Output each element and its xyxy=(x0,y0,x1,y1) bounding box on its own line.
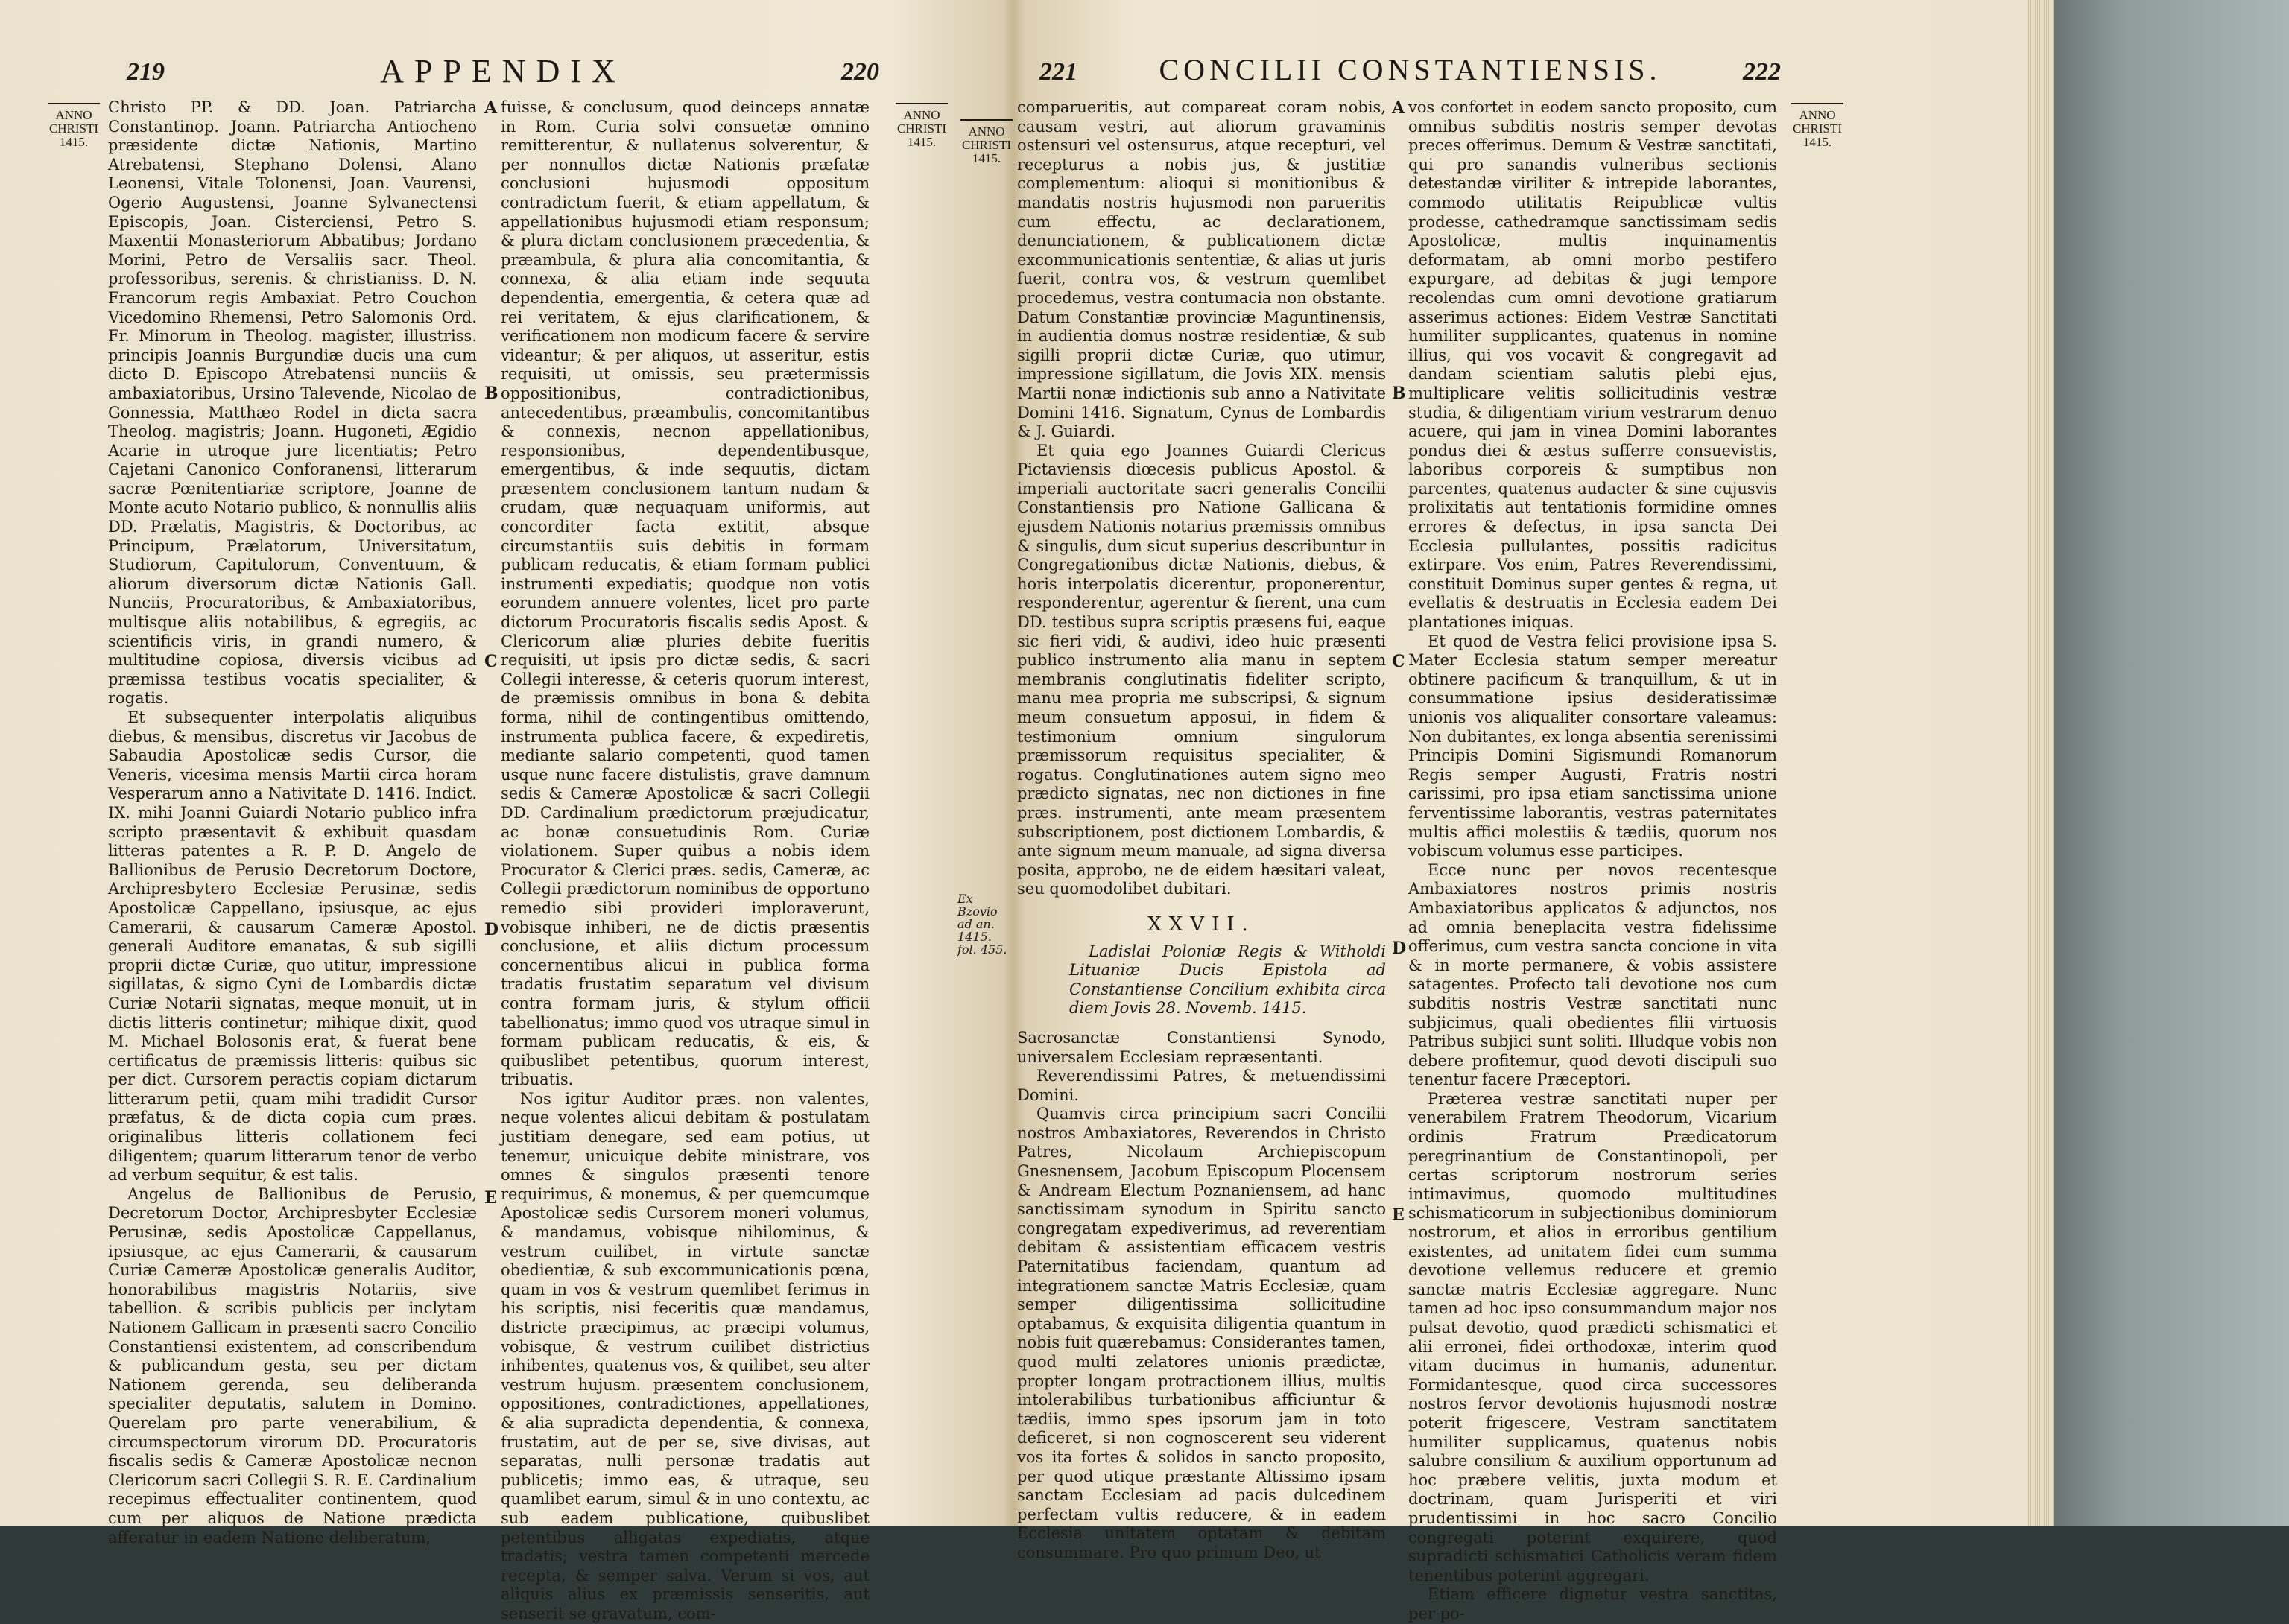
paragraph: Reverendissimi Patres, & metuendissimi Domini. xyxy=(1017,1067,1386,1104)
left-running-head xyxy=(127,52,879,97)
margin-year-note: ANNO CHRISTI 1415. xyxy=(1788,103,1846,149)
section-letter: C xyxy=(1392,652,1405,671)
paragraph: Etiam efficere dignetur vestra sanctitas, per po- xyxy=(1408,1585,1777,1623)
section-letter: A xyxy=(1392,98,1405,118)
section-letter: D xyxy=(1392,939,1407,958)
section-letter: A xyxy=(484,98,498,118)
paragraph: Ecce nunc per novos recentesque Ambaxiatores nostros primis nostris Ambaxiatoribus applicatos & adjunctos, nos ad omnia beneplacita vestra fidelissime offerimus, cum vestra sancta concione in vita & in morte permanere, & vobis assistere satagentes. Profecto tali devotione nos cum subditis nostris Vestræ sanctitati nunc subjicimus, quali obedientes filii virtuosis Patribus subjici sunt soliti. Illudque vobis non debere profitemur, quod devoti discipuli suo tenentur facere Præceptori. xyxy=(1408,860,1777,1089)
section-title: Ladislai Poloniæ Regis & Witholdi Lituaniæ Ducis Epistola ad Constantiense Concilium exhibita circa diem Jovis 28. Novemb. 1415. xyxy=(1069,942,1386,1018)
margin-year-note: ANNO CHRISTI 1415. xyxy=(893,103,951,149)
running-title: CONCILII CONSTANTIENSIS. xyxy=(1159,53,1662,86)
section-number: XXVII. xyxy=(1147,913,1256,936)
text-column-2 xyxy=(1408,98,1777,1623)
right-running-head xyxy=(1039,52,1781,97)
text-column-1 xyxy=(108,98,477,1547)
text-column-1 xyxy=(1017,98,1386,1561)
margin-year-note: ANNO CHRISTI 1415. xyxy=(957,119,1016,165)
page-number: 220 xyxy=(841,58,879,86)
right-page xyxy=(957,52,1848,1623)
section-letter: B xyxy=(484,384,498,403)
source-note: Ex Bzovio ad an. 1415. fol. 455. xyxy=(957,892,1007,957)
paragraph: comparueritis, aut compareat coram nobis, causam vestri, aut aliorum gravaminis ostensuri vel ostensurus, atque recepturi, vel recepturus a nobis jus, & justitiæ complementum: alioqui si monitionibus & mandatis nostris hujusmodi non parueritis cum effectu, ac declarationem, denunciationem, & publicationem dictæ excommunicationis sententiæ, & alias ut juris fuerit, contra vos, & vestrum quemlibet procedemus, vestra contumacia non obstante. Datum Constantiæ provinciæ Maguntinensis, in audientia domus nostræ residentiæ, & sub sigilli proprii dictæ Curiæ, quo utimur, impressione sigillatum, die Jovis XIX. mensis Martii nonæ indictionis sub anno a Nativitate Domini 1416. Signatum, Cynus de Lombardis & J. Guiardi. xyxy=(1017,98,1386,441)
paragraph: Et quod de Vestra felici provisione ipsa S. Mater Ecclesia statum semper mereatur obtinere pacificum & tranquillum, & ut in consummatione ipsius desideratissimæ unionis vos aliqualiter consortare valeamus: Non dubitantes, ex longa absentia serenissimi Principis Domini Sigismundi Romanorum Regis semper Augusti, Fratris nostri carissimi, pro ipsa etiam sanctissima unione ferventissime laborantis, vestras paternitates multis affici molestiis & tædiis, quorum nos vobiscum volumus esse participes. xyxy=(1408,632,1777,860)
paragraph: fuisse, & conclusum, quod deinceps annatæ in Rom. Curia solvi consuetæ omnino remitterentur, & nullatenus solverentur, & per nonnullos dictæ Nationis præfatæ conclusioni hujusmodi oppositum contradictum fuerit, & etiam appellatum, & appellationibus hujusmodi etiam responsum; & plura dictam conclusionem præcedentia, & præambula, & plura alia concomitantia, & connexa, & alia etiam inde sequuta dependentia, emergentia, & cetera quæ ad rei veritatem, & ejus clarificationem, & verificationem non modicum facere & servire videantur; & per aliquos, ut asseritur, estis requisiti, ut omissis, seu prætermissis oppositionibus, contradictionibus, antecedentibus, præambulis, concomitantibus & connexis, necnon appellationibus, responsionibus, dependentibusque, emergentibus, & inde sequutis, dictam præsentem conclusionem tantum nudam & crudam, quæ nequaquam uniformis, aut concorditer facta extitit, absque circumstantiis suis debitis in formam publicam reducatis, & etiam formam publici instrumenti expediatis; quodque non votis eorundem annuere volentes, licet pro parte dictorum Procuratoris fiscalis sedis Apost. & Clericorum aliæ pluries debite fueritis requisiti, ut ipsis pro dictæ sedis, & sacri Collegii interesse, & ceteris quorum interest, de præmissis omnibus in bona & debita forma, nihil de contingentibus omittendo, instrumenta publica facere, & expediretis, mediante salario competenti, quod tamen usque nunc facere distulistis, grave damnum sedis & Cameræ Apostolicæ & sacri Collegii DD. Cardinalium prædictorum præjudicatur, ac bonæ consuetudinis Rom. Curiæ violationem. Super quibus a nobis idem Procurator & Clerici præs. sedis, Cameræ, ac Collegii prædictorum nominibus de opportuno remedio sibi provideri implorаverunt, vobisque inhiberi, ne de dictis præsentis conclusione, et aliis dictum processum concernentibus alicui in publica forma tradatis frustatim separatum vel divisum contra formam juris, & stylum officii tabellionatus; immo quod vos utraque simul in formam publicam reducatis, & eis, & quibuslibet petentibus, quorum interest, tribuatis. xyxy=(501,98,870,1089)
page-number: 222 xyxy=(1743,58,1781,86)
section-letter: C xyxy=(484,652,498,671)
paragraph: Sacrosanctæ Constantiensi Synodo, universalem Ecclesiam repræsentanti. xyxy=(1017,1028,1386,1066)
paragraph: Et subsequenter interpolatis aliquibus diebus, & mensibus, discretus vir Jacobus de Sabaudia Apostolicæ sedis Cursor, die Veneris, vicesima mensis Martii circa horam Vesperarum anno a Nativitate D. 1416. Indict. IX. mihi Joanni Guiardi Notario publico infra scripto præsentavit & exhibuit quasdam litteras patentes a R. P. D. Angelo de Ballionibus de Perusio Decretorum Doctore, Archipresbytero Ecclesiæ Perusinæ, sedis Apostolicæ Cappellano, ipsiusque, ac ejus Camerarii, & causarum Cameræ Apostol. generali Auditore emanatas, & sub sigilli proprii dictæ Curiæ, quo utitur, impressione sigillatas, & signo Cyni de Lombardis dictæ Curiæ Notarii signatas, meque monuit, ut in dictis litteris continetur; mihique dixit, quod M. Michael Bolosonis erat, & fuerat bene certificatus de præmissis litteris: quibus sic per dict. Cursorem peractis copiam dictarum litterarum petii, quam mihi tradidit Cursor præfatus, & de dicta copia cum præs. originalibus litteris collationem feci diligentem; quarum litterarum tenor de verbo ad verbum sequitur, & est talis. xyxy=(108,708,477,1184)
paragraph: Præterea vestræ sanctitati nuper per venerabilem Fratrem Theodorum, Vicarium ordinis Fratrum Prædicatorum peregrinantium de Constantinopoli, per certas scriptorum nostrorum series intimavimus, quomodo multitudines schismaticorum in subjectionibus dominiorum nostrorum, et alios in erroribus gentilium existentes, ad unitatem fidei cum summa devotione vellemus reducere et gremio sanctæ matris Ecclesiæ aggregare. Nunc tamen ad hoc ipso consummandum major nos pulsat devotio, quod prædicti schismatici et alii erronei, fidei orthodoxæ, interim quod vitam ducimus in humanis, adunentur. Formidantesque, quod circa successores nostros fervor devotionis hujusmodi nostræ poterit frigescere, Vestram sanctitatem humiliter supplicamus, quatenus nobis salubre consilium & auxilium opportunum ad hoc præbere velitis, juxta modum et doctrinam, quam Jurisperiti et viri prudentissimi in hoc sacro Concilio congregati poterint exquirere, quod supradicti schismatici Catholicis veram fidem tenentibus poterint aggregari. xyxy=(1408,1089,1777,1585)
page-number: 219 xyxy=(127,58,165,86)
section-letter: E xyxy=(484,1188,497,1208)
left-page xyxy=(45,52,947,1623)
running-title: APPENDIX xyxy=(380,53,626,89)
paragraph: Nos igitur Auditor præs. non valentes, neque volentes alicui debitam & postulatam justitiam denegare, sed eam potius, ut tenemur, unicuique debite ministrare, vos omnes & singulos præsenti tenore requirimus, & monemus, & per quemcumque Apostolicæ sedis Cursorem moneri volumus, & mandamus, vobisque nihilominus, & vestrum cuilibet, in virtute sanctæ obedientiæ, & sub excommunicationis pœna, quam in vos & vestrum quemlibet ferimus in his scriptis, nisi feceritis quæ mandamus, districte præcipimus, ac præcipi volumus, vobisque, & vestrum cuilibet districtius inhibentes, quatenus vos, & quilibet, seu alter vestrum hujusm. præsentem conclusionem, oppositiones, contradictiones, appellationes, & alia supradicta dependentia, & connexa, frustatim, aut de per se, sive divisas, aut separatas, nulli personæ tradatis aut publicetis; immo eas, & utraque, seu quamlibet earum, simul & in uno contextu, ac sub eadem publicatione, quibuslibet petentibus alligatas expediatis, atque tradatis; vestra tamen competenti mercede recepta, & semper salva. Verum si vos, aut aliquis alius ex præmissis senseritis, aut senserit se gravatum, com- xyxy=(501,1089,870,1623)
paragraph: Quamvis circa principium sacri Concilii nostros Ambaxiatores, Reverendos in Christo Patres, Nicolaum Archiepiscopum Gnesnensem, Jacobum Episcopum Plocensem & Andream Electum Poznaniensem, ad hanc sanctissimam synodum in Spiritu sancto congregatam expediverimus, ad reverentiam debitam & assistentiam efficacem vestris Paternitatibus faciendam, quantum ad integrationem sanctæ Matris Ecclesiæ, quam semper diligentissima sollicitudine optabamus, & exquisita diligentia quantum in nobis fuit quærebamus: Considerantes tamen, quod multi zelatores unionis prædictæ, propter longam protractionem illius, multis intolerabilibus turbationibus afficiuntur & tædiis, immo spes ipsorum jam in toto deficeret, si non cognoscerent seu viderent vos ita fortes & solidos in sancto proposito, per quod utique præstante Altissimo ipsam sanctam Ecclesiam ad pacis dulcedinem perfectam vultis reducere, & in eadem Ecclesia unitatem optatam & debitam consummare. Pro quo primum Deo, ut xyxy=(1017,1105,1386,1561)
paragraph: Angelus de Ballionibus de Perusio, Decretorum Doctor, Archipresbyter Ecclesiæ Perusinæ, sedis Apostolicæ Cappellanus, ipsiusque, ac ejus Camerarii, & causarum Curiæ Cameræ Apostolicæ generalis Auditor, honorabilibus magistris Notariis, sive tabellion. & scribis publicis per inclytam Nationem Gallicam in præsenti sacro Concilio Constantiensi existentem, ad conscribendum & publicandum gesta, seu per dictam Nationem gerenda, seu deliberanda specialiter deputatis, salutem in Domino. Querelam pro parte venerabilium, & circumspectorum virorum DD. Procuratoris fiscalis sedis & Cameræ Apostolicæ necnon Clericorum sacri Collegii S. R. E. Cardinalium recepimus effectualiter continentem, quod cum per aliquos de Natione prædicta afferatur in eadem Natione deliberatum, xyxy=(108,1184,477,1547)
margin-year-note: ANNO CHRISTI 1415. xyxy=(45,103,103,149)
section-letter: D xyxy=(484,920,499,939)
page-edges xyxy=(2027,0,2054,1526)
page-number: 221 xyxy=(1039,58,1077,86)
section-letter: B xyxy=(1392,384,1406,403)
paragraph: Christo PP. & DD. Joan. Patriarcha Constantinop. Joann. Patriarcha Antiocheno præsidente dictæ Nationis, Martino Atrebatensi, Stephano Dolensi, Alano Leonensi, Vitale Tolonensi, Joan. Vaurensi, Ogerio Augustensi, Joanne Sylvanectensi Episcopis, Joan. Cisterciensi, Petro S. Maxentii Monasteriorum Abbatibus; Jordano Morini, Petro de Versaliis sacr. Theol. professoribus, serenis. & christianiss. D. N. Francorum regis Ambaxiat. Petro Couchon Vicedomino Rhemensi, Petro Salomonis Ord. Fr. Minorum in Theolog. magister, illustriss. principis Joannis Burgundiæ ducis una cum dicto D. Episcopo Atrebatensi nunciis & ambaxiatoribus, Ursino Talevende, Nicolao de Gonnessia, Matthæo Rodel in dicta sacra Theolog. magistris; Joann. Hugoneti, Ægidio Acarie in utroque jure licentiatis; Petro Cajetani Canonico Conforanensi, litterarum sacræ Pœnitentiariæ scriptore, Joanne de Monte acuto Notario publico, & nonnullis aliis DD. Prælatis, Magistris, & Doctoribus, ac Principum, Prælatorum, Universitatum, Studiorum, Capitulorum, Conventuum, & aliorum diversorum dictæ Nationis Gall. Nunciis, Procuratoribus, & Ambaxiatoribus, multisque aliis notabilibus, & egregiis, ac scientificis viris, in grandi numero, & multitudine copiosa, diversis vicibus ad præmissa testibus vocatis specialiter, & rogatis. xyxy=(108,98,477,708)
book-cover-edge xyxy=(2054,0,2289,1526)
paragraph: vos confortet in eodem sancto proposito, cum omnibus subditis nostris semper devotas preces offerimus. Demum & Vestræ sanctitati, qui pro sanandis vulneribus sectionis detestandæ viriliter & intrepide laborantes, commodo utilitatis Reipublicæ vultis prodesse, cathedramque sanctissimam sedis Apostolicæ, multis inquinamentis deformatam, ab omni morbo pestifero expurgare, ad debitas & jugi tempore recolendas cum omni devotione gratiarum asserimus actiones: Eidem Vestræ Sanctitati humiliter supplicantes, quatenus in nomine illius, qui vos vocavit & congregavit ad dandam scientiam salutis plebi ejus, multiplicare velitis sollicitudinis vestræ studia, & diligentiam virium vestrarum denuo acuere, qui jam in vinea Domini laborantes pondus diei & æstus sufferre consuevistis, laboribus corporeis & sumptibus non parcentes, quatenus audacter & sine cujusvis prolixitatis aut tentationis formidine omnes errores & defectus, in ipsa sancta Dei Ecclesia pullulantes, possitis radicitus extirpare. Vos enim, Patres Reverendissimi, constituit Dominus super gentes & regna, ut evellatis & destruatis in Ecclesia eadem Dei plantationes iniquas. xyxy=(1408,98,1777,632)
paragraph: Et quia ego Joannes Guiardi Clericus Pictaviensis diœcesis publicus Apostol. & imperiali auctoritate sacri generalis Concilii Constantiensis pro Natione Gallicana & ejusdem Nationis notarius præmissis omnibus & singulis, dum sicut superius describuntur in Congregationibus dictæ Nationis, diebus, & horis interpolatis dicerentur, proponerentur, responderentur, agerentur & fierent, una cum DD. testibus supra scriptis præsens fui, eaque sic fieri vidi, & audivi, ideo huic præsenti publico instrumento alia manu in septem membranis conglutinatis fideliter scripto, manu mea propria me subscripsi, & signum meum consuetum apposui, in fidem & testimonium omnium singulorum præmissorum requisitus specialiter, & rogatus. Conglutinationes autem signo meo prædicto signatas, nec non dictiones in fine præs. instrumenti, ante meam præsentem subscriptionem, post dictionem Lombardis, & ante signum meum manuale, ad signa diversa posita, approbo, ne de eidem hæsitari valeat, seu quomodolibet dubitari. xyxy=(1017,441,1386,898)
section-letter: E xyxy=(1392,1205,1405,1225)
text-column-2 xyxy=(501,98,870,1623)
